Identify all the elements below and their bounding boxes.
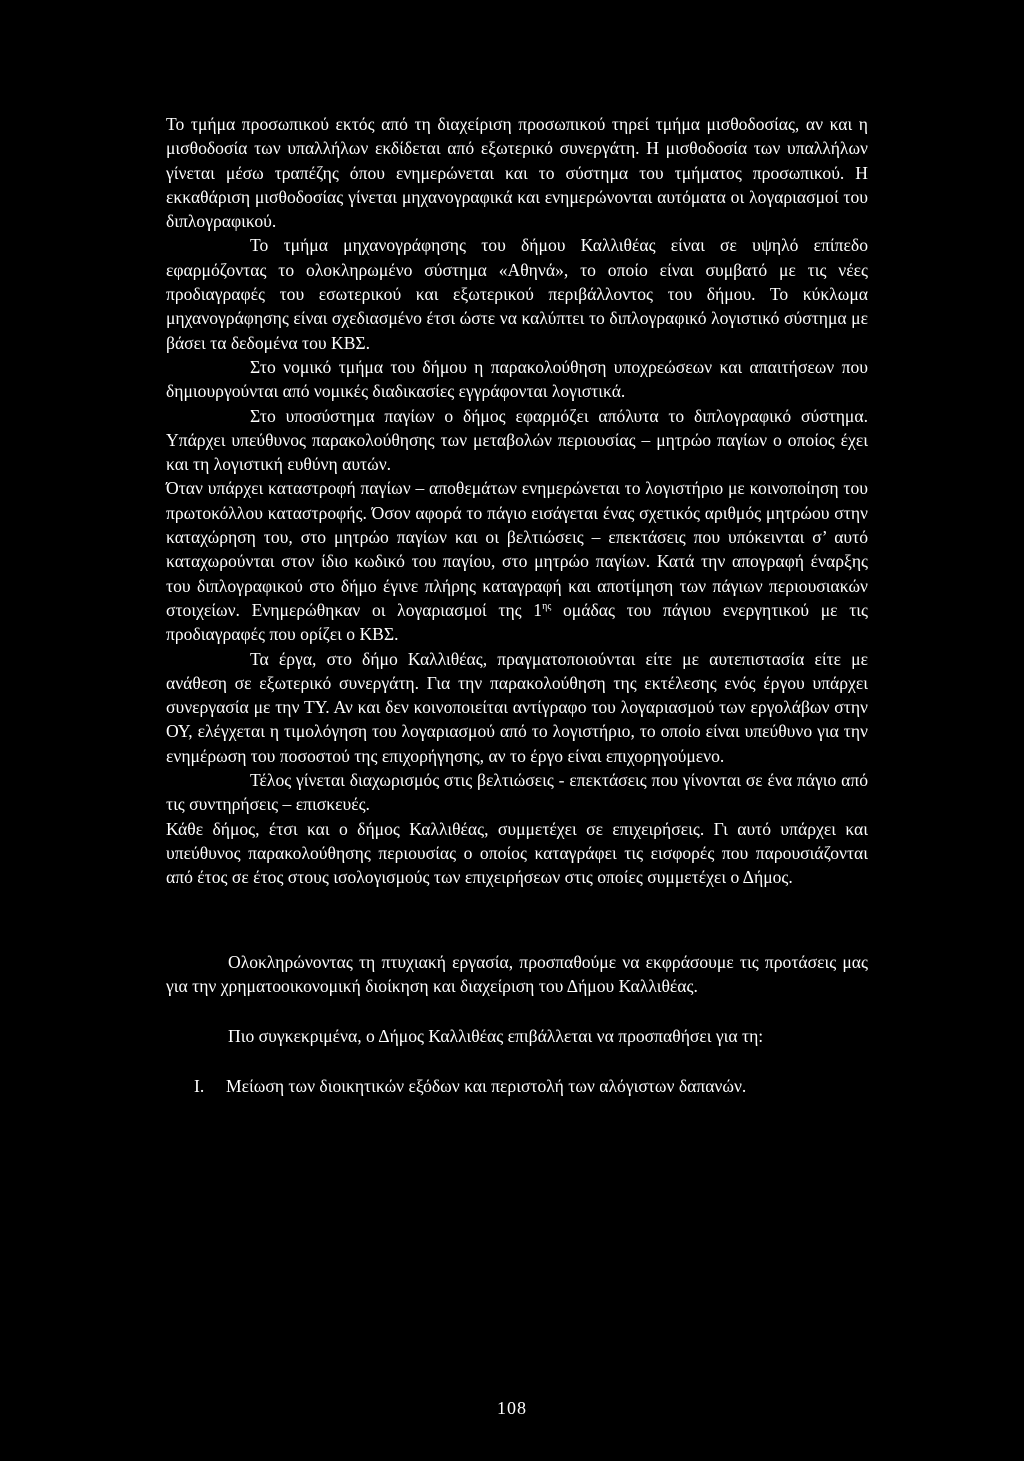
page-number: 108: [497, 1398, 527, 1418]
list-item-text: Μείωση των διοικητικών εξόδων και περιστολή των αλόγιστων δαπανών.: [226, 1076, 747, 1097]
asset-destruction-tail: ομάδας του πάγιου ενεργητικού με τις προδιαγραφές που ορίζει ο ΚΒΣ.: [166, 599, 868, 645]
paragraph-asset-destruction: [166, 476, 868, 646]
document-body: [166, 112, 868, 1099]
paragraph-it-department: Το τμήμα μηχανογράφησης του δήμου Καλλιθέας είναι σε υψηλό επίπεδο εφαρμόζοντας το ολοκληρωμένο σύστημα «Αθηνά», το οποίο είναι συμβατό με τις νέες προδιαγραφές του εσωτερικού και εξωτερικού περιβάλλοντος του δήμου. Το κύκλωμα μηχανογράφησης είναι σχεδιασμένο έτσι ώστε να καλύπτει το διπλογραφικό λογιστικό σύστημα με βάσει τα δεδομένα του ΚΒΣ.: [166, 235, 868, 353]
list-item-number: I.: [194, 1076, 205, 1097]
asset-destruction-text: Όταν υπάρχει καταστροφή παγίων – αποθεμάτων ενημερώνεται το λογιστήριο με κοινοποίηση του πρωτοκόλλου καταστροφής. Όσον αφορά το πάγιο εισάγεται ένας σχετικός αριθμός μητρώου στην καταχώρηση του, στο μητρώο παγίων και οι βελτιώσεις – επεκτάσεις που υπόκεινται σ’ αυτό καταχωρούνται στον ίδιο κωδικό του παγίου, στο μητρώο παγίων. Κατά την απογραφή έναρξης του διπλογραφικού στο δήμο έγινε πλήρης καταγραφή και αποτίμηση των πάγιων περιουσιακών στοιχείων. Ενημερώθηκαν οι λογαριασμοί της 1: [166, 478, 868, 620]
superscript-suffix: ης: [542, 601, 552, 613]
list-item: [166, 1074, 868, 1098]
paragraph-proposals-intro: Πιο συγκεκριμένα, ο Δήμος Καλλιθέας επιβάλλεται να προσπαθήσει για τη:: [228, 1026, 764, 1047]
paragraph-conclusion: Ολοκληρώνοντας τη πτυχιακή εργασία, προσπαθούμε να εκφράσουμε τις προτάσεις μας για την χρηματοοικονομική διοίκηση και διαχείριση του Δήμου Καλλιθέας.: [166, 951, 868, 996]
paragraph-payroll: Το τμήμα προσωπικού εκτός από τη διαχείριση προσωπικού τηρεί τμήμα μισθοδοσίας, αν και η μισθοδοσία των υπαλλήλων εκδίδεται από εξωτερικό συνεργάτη. Η μισθοδοσία των υπαλλήλων γίνεται μέσω τραπέζης όπου ενημερώνεται και το σύστημα του τμήματος προσωπικού. Η εκκαθάριση μισθοδοσίας γίνεται μηχανογραφικά και ενημερώνονται αυτόματα οι λογαριασμοί του διπλογραφικού.: [166, 114, 868, 232]
paragraph-projects: Τα έργα, στο δήμο Καλλιθέας, πραγματοποιούνται είτε με αυτεπιστασία είτε με ανάθεση σε εξωτερικό συνεργάτη. Για την παρακολούθηση της εκτέλεσης ενός έργου υπάρχει συνεργασία με την ΤΥ. Αν και δεν κοινοποιείται αντίγραφο του λογαριασμού των εργολάβων στην ΟΥ, ελέγχεται η τιμολόγηση του λογαριασμού από το λογιστήριο, το οποίο είναι υπεύθυνο για την ενημέρωση του ποσοστού της επιχορήγησης, αν το έργο είναι επιχορηγούμενο.: [166, 648, 868, 766]
paragraph-participations: Κάθε δήμος, έτσι και ο δήμος Καλλιθέας, συμμετέχει σε επιχειρήσεις. Γι αυτό υπάρχει και υπεύθυνος παρακολούθησης περιουσίας ο οποίος καταγράφει τις εισφορές που παρουσιάζονται από έτος σε έτος στους ισολογισμούς των επιχειρήσεων στις οποίες συμμετέχει ο Δήμος.: [166, 818, 868, 888]
paragraph-fixed-assets: Στο υποσύστημα παγίων ο δήμος εφαρμόζει απόλυτα το διπλογραφικό σύστημα. Υπάρχει υπεύθυνος παρακολούθησης των μεταβολών περιουσίας – μητρώο παγίων ο οποίος έχει και τη λογιστική ευθύνη αυτών.: [166, 405, 868, 475]
paragraph-improvements: Τέλος γίνεται διαχωρισμός στις βελτιώσεις - επεκτάσεις που γίνονται σε ένα πάγιο από τις συντηρήσεις – επισκευές.: [166, 770, 868, 815]
paragraph-legal-department: Στο νομικό τμήμα του δήμου η παρακολούθηση υποχρεώσεων και απαιτήσεων που δημιουργούνται από νομικές διαδικασίες εγγράφονται λογιστικά.: [166, 356, 868, 402]
